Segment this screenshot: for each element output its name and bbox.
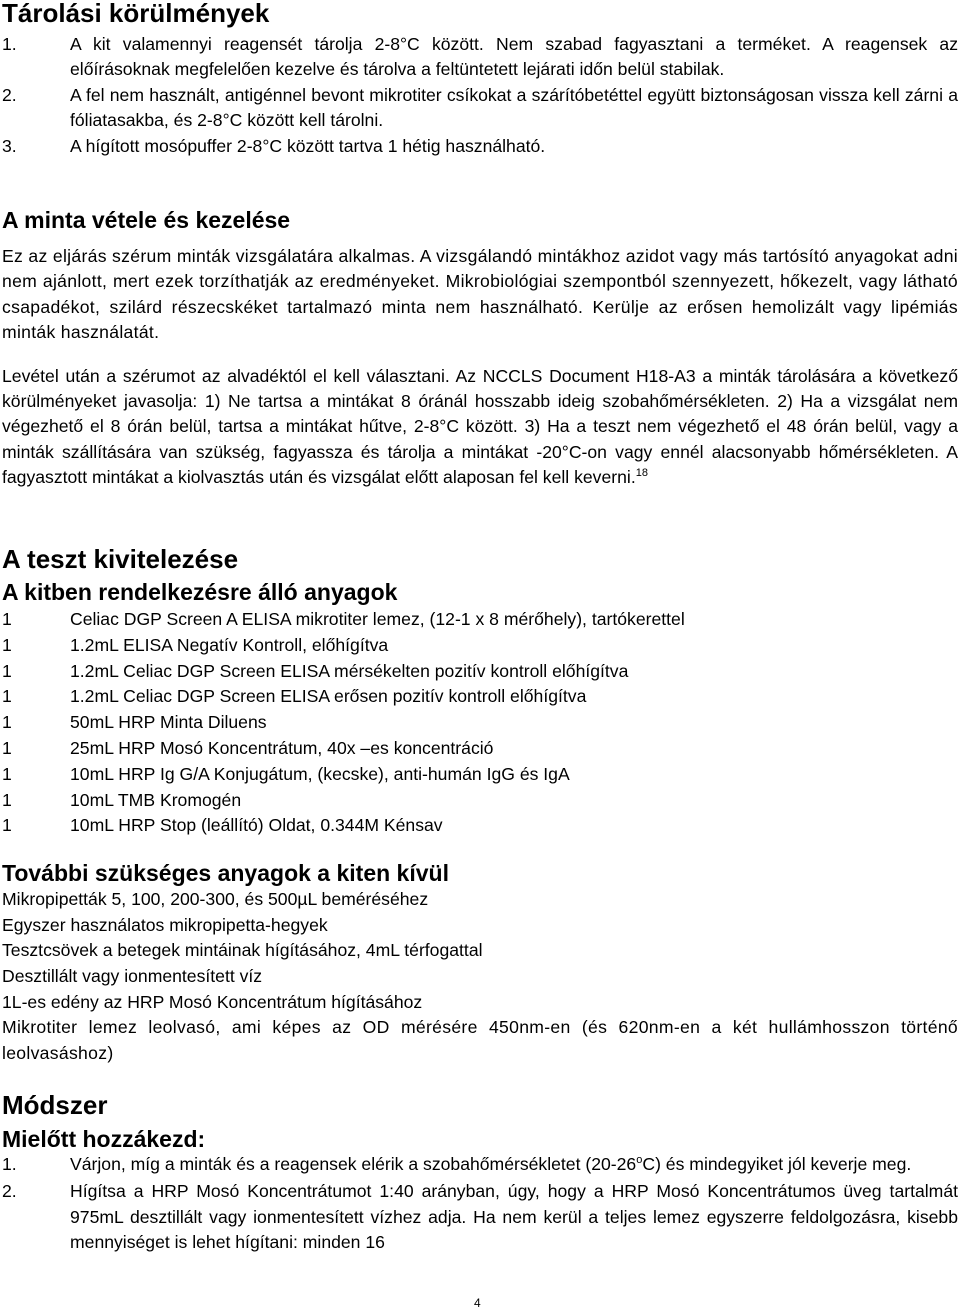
kit-text: 25mL HRP Mosó Koncentrátum, 40x –es koncentráció <box>70 737 494 758</box>
sample-section <box>2 208 958 491</box>
method-list <box>2 1152 958 1256</box>
kit-text: 1.2mL Celiac DGP Screen ELISA erősen pozitív kontroll előhígítva <box>70 686 587 707</box>
list-text: A fel nem használt, antigénnel bevont mikrotiter csíkokat a szárítóbetéttel együtt biztonságosan vissza kell zárni a fóliatasakba, és 2-8°C között kell tárolni. <box>70 84 958 131</box>
extra-item: 1L-es edény az HRP Mosó Koncentrátum hígításához <box>2 991 423 1012</box>
kit-text: 10mL HRP Ig G/A Konjugátum, (kecske), anti-humán IgG és IgA <box>70 763 570 784</box>
kit-item <box>2 736 958 762</box>
list-text-b: C) és mindegyiket jól keverje meg. <box>642 1154 912 1174</box>
kit-heading: A kitben rendelkezésre álló anyagok <box>2 579 398 605</box>
storage-section <box>2 0 958 159</box>
kit-qty: 1 <box>2 712 12 733</box>
list-number: 2. <box>2 1181 17 1202</box>
kit-item <box>2 633 958 659</box>
kit-item <box>2 659 958 685</box>
degree-mark: o <box>636 1154 643 1166</box>
list-item <box>2 83 958 134</box>
method-section <box>2 1092 958 1256</box>
kit-qty: 1 <box>2 737 12 758</box>
list-text: A kit valamennyi reagensét tárolja 2-8°C között. Nem szabad fagyasztani a terméket. A reagensek az előírásoknak megfelelően kezelve és tárolva a feltüntetett lejárati időn belül stabilak. <box>70 34 958 80</box>
list-item <box>2 1179 958 1255</box>
storage-list <box>2 32 958 159</box>
before-heading: Mielőtt hozzákezd: <box>2 1126 206 1152</box>
sample-paragraph-2 <box>2 364 958 491</box>
extra-heading: További szükséges anyagok a kiten kívül <box>2 860 449 887</box>
extra-item: Mikrotiter lemez leolvasó, ami képes az OD mérésére 450nm-en (és 620nm-en a két hullámhosszon történő leolvasáshoz) <box>2 1017 958 1063</box>
list-item <box>2 1152 958 1177</box>
list-number: 3. <box>2 135 17 156</box>
extra-item: Tesztcsövek a betegek mintáinak hígításához, 4mL térfogattal <box>2 940 483 961</box>
list-number: 1. <box>2 1154 17 1174</box>
storage-heading: Tárolási körülmények <box>2 0 270 28</box>
kit-text: 10mL HRP Stop (leállító) Oldat, 0.344M Kénsav <box>70 815 443 836</box>
list-number: 1. <box>2 34 17 54</box>
extra-item: Egyszer használatos mikropipetta-hegyek <box>2 914 328 935</box>
kit-qty: 1 <box>2 634 12 655</box>
kit-item <box>2 710 958 736</box>
list-text: A hígított mosópuffer 2-8°C között tartva 1 hétig használható. <box>70 135 546 156</box>
kit-text: Celiac DGP Screen A ELISA mikrotiter lemez, (12-1 x 8 mérőhely), tartókerettel <box>70 609 685 629</box>
kit-text: 1.2mL Celiac DGP Screen ELISA mérsékelten pozitív kontroll előhígítva <box>70 660 629 681</box>
list-item <box>2 32 958 83</box>
kit-text: 10mL TMB Kromogén <box>70 789 242 810</box>
reference-number: 18 <box>635 467 648 480</box>
kit-qty: 1 <box>2 763 12 784</box>
list-text-a: Várjon, míg a minták és a reagensek elérik a szobahőmérsékletet (20-26 <box>70 1154 637 1174</box>
page-number: 4 <box>474 1296 481 1310</box>
kit-qty: 1 <box>2 789 12 810</box>
kit-list <box>2 607 958 839</box>
extra-item: Desztillált vagy ionmentesített víz <box>2 965 263 986</box>
kit-qty: 1 <box>2 815 12 836</box>
kit-item <box>2 762 958 788</box>
kit-item <box>2 607 958 633</box>
kit-item <box>2 788 958 814</box>
list-item <box>2 134 958 159</box>
sample-paragraph-2-text: Levétel után a szérumot az alvadéktól el kell választani. Az NCCLS Document H18-A3 a minták tárolására a következő körülményeket javasolja: 1) Ne tartsa a mintákat 8 óránál hosszabb ideig szobahőmérsékleten. 2) Ha a vizsgálat nem végezhető el 8 órán belül, tartsa a mintákat hűtve, 2-8°C között. 3) Ha a teszt nem végezhető el 48 órán belül, vagy a minták szállítására van szükség, fagyassza és tárolja a mintákat -20°C-on vagy ennél alacsonyabb hőmérsékleten. A fagyasztott mintákat a kiolvasztás után és vizsgálat előtt alaposan fel kell keverni. <box>2 365 958 488</box>
list-text: Hígítsa a HRP Mosó Koncentrátumot 1:40 arányban, úgy, hogy a HRP Mosó Koncentrátumos üveg tartalmát 975mL desztillált vagy ionmentesített vízhez adja. Ha nem kerül a teljes lemez egyszerre feldolgozásra, kisebb mennyiséget is lehet hígítani: minden 16 <box>70 1181 958 1253</box>
test-section <box>2 546 958 1066</box>
kit-item <box>2 813 958 839</box>
kit-text: 1.2mL ELISA Negatív Kontroll, előhígítva <box>70 634 389 655</box>
kit-qty: 1 <box>2 660 12 681</box>
kit-qty: 1 <box>2 686 12 707</box>
kit-qty: 1 <box>2 609 12 629</box>
kit-item <box>2 684 958 710</box>
method-heading: Módszer <box>2 1090 108 1120</box>
kit-text: 50mL HRP Minta Diluens <box>70 712 267 733</box>
sample-heading: A minta vétele és kezelése <box>2 207 291 233</box>
extra-list <box>2 887 958 1066</box>
extra-item: Mikropipetták 5, 100, 200-300, és 500µL beméréséhez <box>2 889 429 910</box>
sample-paragraph-1: Ez az eljárás szérum minták vizsgálatára alkalmas. A vizsgálandó mintákhoz azidot vagy más tartósító anyagokat adni nem ajánlott, mert ezek torzíthatják az eredményeket. Mikrobiológiai szempontból szennyezett, hőkezelt, vagy látható csapadékot, szilárd részecskéket tartalmazó minta nem használható. Kerülje az erősen hemolizált vagy lipémiás minták használatát. <box>2 246 958 343</box>
list-number: 2. <box>2 84 17 105</box>
list-text <box>70 1152 958 1177</box>
test-heading: A teszt kivitelezése <box>2 544 239 574</box>
